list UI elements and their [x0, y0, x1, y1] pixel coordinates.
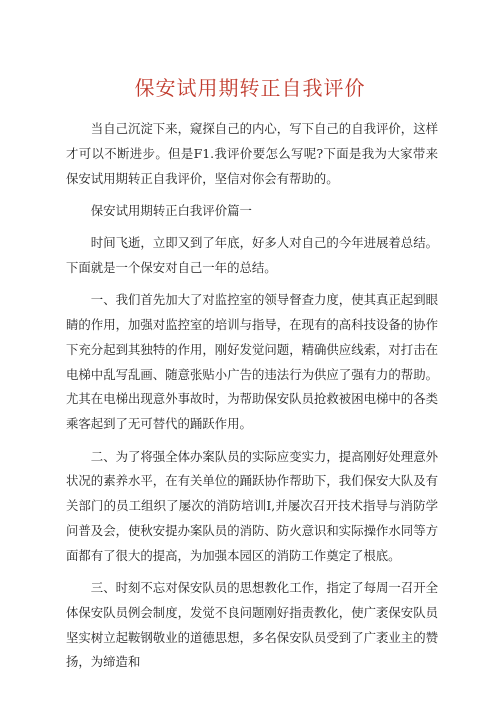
document-title: 保安试用期转正自我评价 [134, 76, 366, 100]
document-body [66, 117, 438, 683]
paragraph-intro: 当自己沉淀下来，窥探自己的内心，写下自己的自我评价，这样才可以不断进步。但是F1.我评价要怎么写呢?下面是我为大家带来保安试用期转正自我评价，坚信对你会有帮助的。 [66, 121, 438, 186]
paragraph: 三、时刻不忘对保安队员的思想教化工作，指定了每周一召开全体保安队员例会制度，发觉不良问题刚好指责教化，使广袤保安队员坚实树立起鞍钢敬业的道德思想，多名保安队员受到了广袤业主的赞扬，为缔造和 [66, 580, 438, 670]
paragraph: 时间飞逝，立即又到了年底，好多人对自己的今年进展着总结。下面就是一个保安对自己一年的总结。 [66, 235, 438, 275]
section-heading: 保安试用期转正白我评价篇一 [90, 202, 252, 218]
paragraph: 二、为了将强全体办案队员的实际应变实力，提高刚好处理意外状况的素养水平，在有关单位的踊跃协作帮助下，我们保安大队及有关部门的员工组织了屡次的消防培训I,并屡次召开技术指导与消防学问普及会，使秋安提办案队员的消防、防火意识和实际操作水同等方面都有了很大的提高，为加强本园区的消防工作奠定了根底。 [66, 448, 438, 563]
paragraph: 一、我们首先加大了对监控室的领导督查力度，使其真正起到眼睛的作用，加强对监控室的培训与指导，在现有的高科技设备的协作下充分起到其独特的作用，刚好发觉问题，精确供应线索，对打击在电梯中乱写乱画、随意张贴小广告的违法行为供应了强有力的帮助。尤其在电梯出现意外事故时，为帮助保安队员抢救被困电梯中的各类乘客起到了无可替代的踊跃作用。 [66, 292, 438, 432]
